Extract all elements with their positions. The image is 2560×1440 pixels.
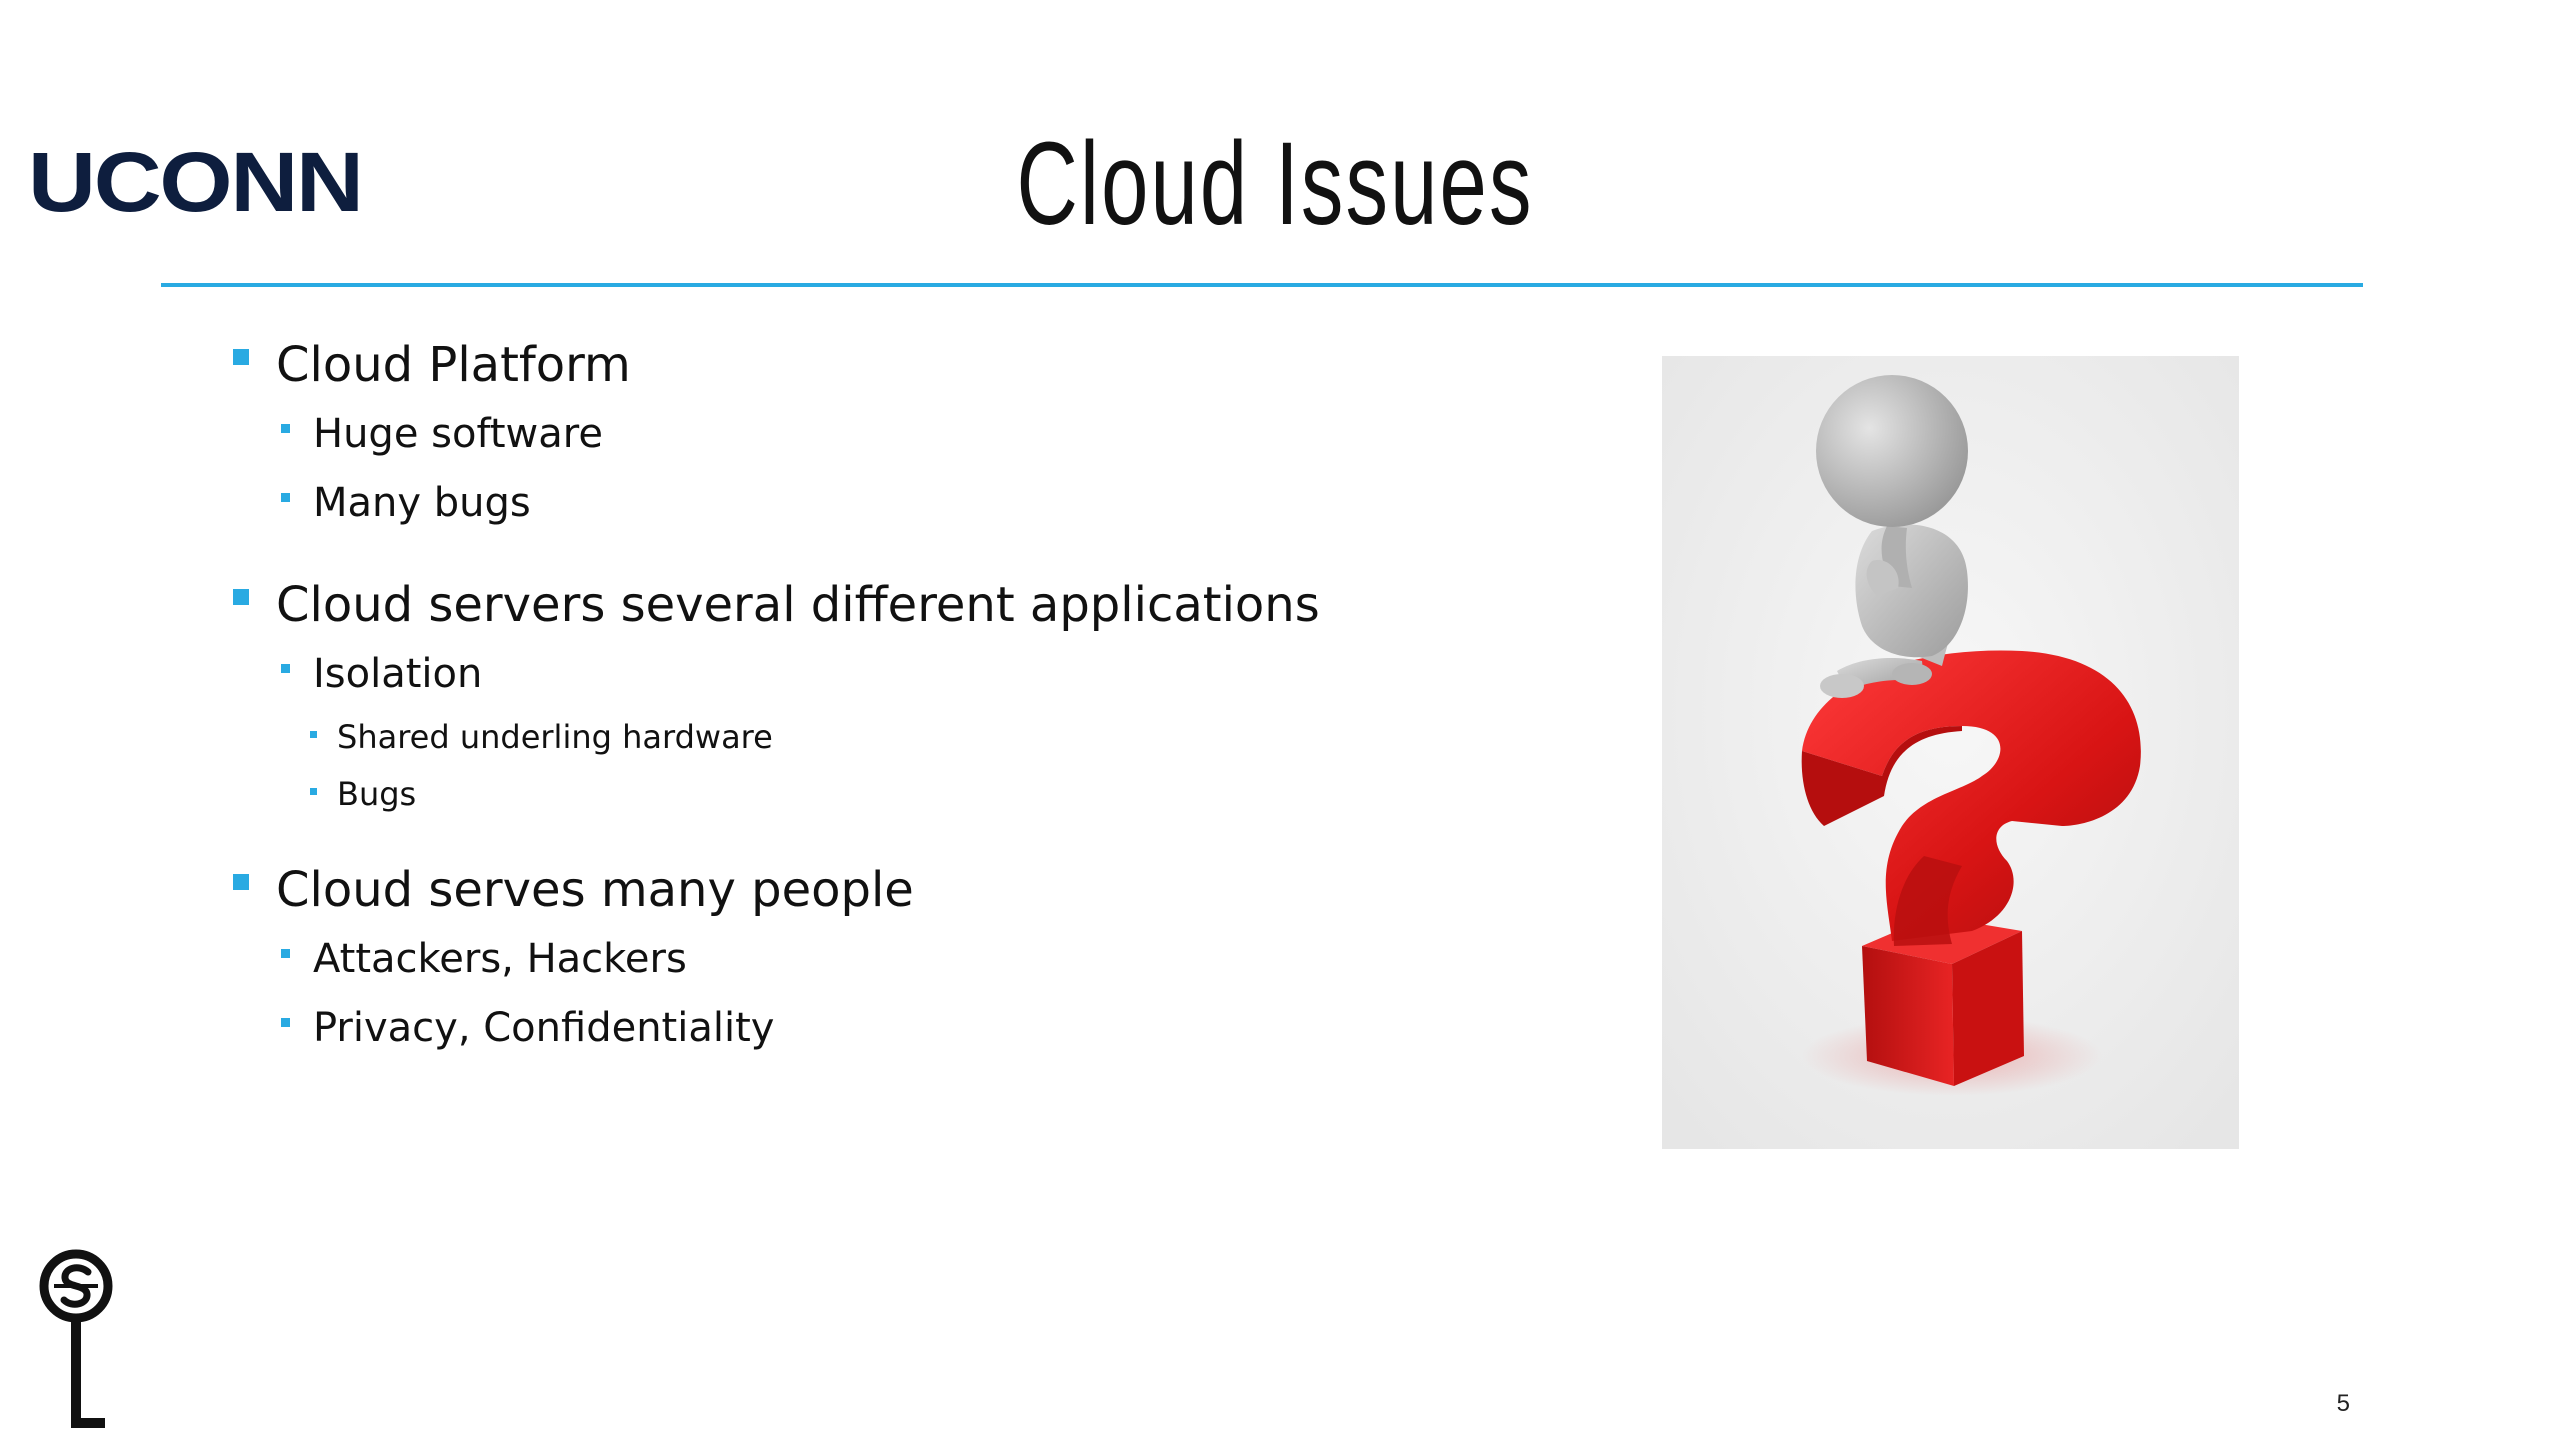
- square-bullet-icon: [281, 949, 290, 958]
- sub-bullet-item: [230, 640, 1610, 709]
- slide-title-container: [0, 120, 2560, 250]
- slide-title: Cloud Issues: [1016, 118, 1534, 250]
- sub-bullet-item: [230, 400, 1610, 469]
- sub-bullet-item: [230, 994, 1610, 1063]
- sub-sub-bullet-item: [230, 709, 1610, 766]
- sub-bullet-text: Huge software: [313, 411, 603, 457]
- bullet-item: [230, 330, 1610, 400]
- key-logo-icon: [34, 1246, 118, 1436]
- sub-bullet-text: Privacy, Confidentiality: [313, 1005, 775, 1051]
- sub-sub-bullet-item: [230, 766, 1610, 823]
- title-divider: [161, 283, 2363, 287]
- square-bullet-icon: [281, 1018, 290, 1027]
- square-bullet-icon: [310, 731, 317, 738]
- square-bullet-icon: [281, 424, 290, 433]
- square-bullet-icon: [233, 349, 249, 365]
- bullet-text: Cloud Platform: [276, 337, 631, 393]
- square-bullet-icon: [281, 493, 290, 502]
- page-number: 5: [2336, 1390, 2350, 1417]
- sub-bullet-text: Isolation: [313, 651, 483, 697]
- bullet-text: Cloud servers several different applications: [276, 577, 1320, 633]
- sub-bullet-item: [230, 925, 1610, 994]
- sub-bullet-text: Attackers, Hackers: [313, 936, 687, 982]
- sub-bullet-item: [230, 469, 1610, 538]
- thinking-figure-on-question-mark-image: [1662, 356, 2239, 1149]
- square-bullet-icon: [233, 874, 249, 890]
- bullet-text: Cloud serves many people: [276, 862, 914, 918]
- square-bullet-icon: [233, 589, 249, 605]
- square-bullet-icon: [310, 788, 317, 795]
- square-bullet-icon: [281, 664, 290, 673]
- sub-sub-bullet-text: Bugs: [337, 775, 417, 813]
- bullet-list: [230, 330, 1610, 1063]
- uconn-logo: UCONN: [28, 135, 362, 229]
- bullet-item: [230, 855, 1610, 925]
- bullet-item: [230, 570, 1610, 640]
- sub-sub-bullet-text: Shared underling hardware: [337, 718, 773, 756]
- sub-bullet-text: Many bugs: [313, 480, 531, 526]
